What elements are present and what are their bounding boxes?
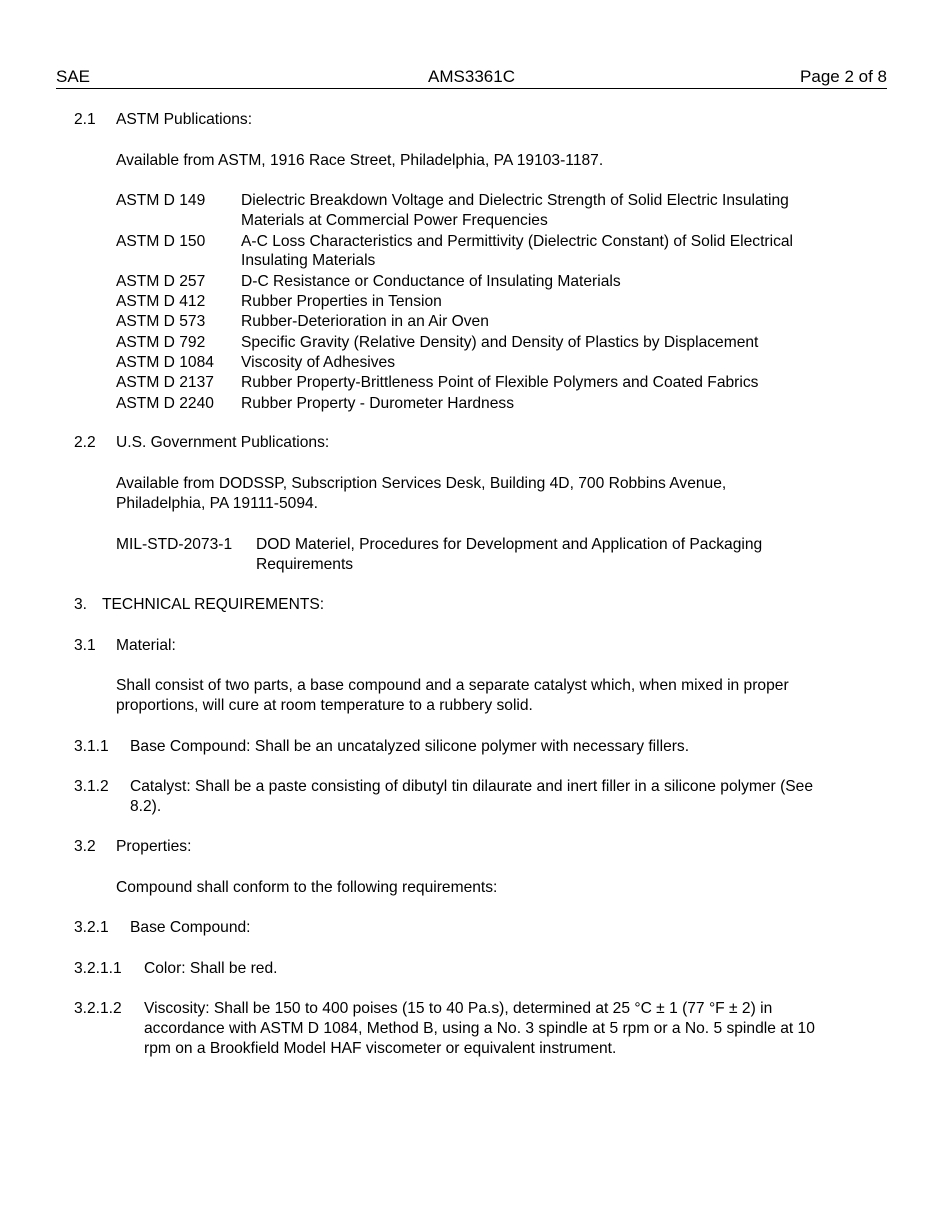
section-number: 2.2 [74, 434, 96, 451]
section-number: 3.1.2 [74, 778, 109, 795]
ref-code: ASTM D 412 [116, 293, 206, 310]
ref-code: ASTM D 149 [116, 192, 206, 209]
section-title: TECHNICAL REQUIREMENTS: [102, 596, 325, 613]
paragraph-line: proportions, will cure at room temperature to a rubbery solid. [116, 697, 533, 714]
section-number: 3.2.1.1 [74, 960, 122, 977]
paragraph-line: rpm on a Brookfield Model HAF viscometer or equivalent instrument. [144, 1040, 617, 1057]
paragraph-line: Catalyst: Shall be a paste consisting of dibutyl tin dilaurate and inert filler in a silicone polymer (See [130, 778, 814, 795]
ref-title-line: D-C Resistance or Conductance of Insulating Materials [241, 273, 621, 290]
ref-title-line: Materials at Commercial Power Frequencies [241, 212, 548, 229]
ref-title-line: Rubber Property - Durometer Hardness [241, 395, 514, 412]
paragraph-line: 8.2). [130, 798, 162, 815]
section-number: 3.1.1 [74, 738, 109, 755]
page-header [56, 66, 887, 89]
ref-title-line: Insulating Materials [241, 252, 376, 269]
section-number: 3.2.1.2 [74, 1000, 122, 1017]
paragraph-line: Shall consist of two parts, a base compound and a separate catalyst which, when mixed in proper [116, 677, 789, 694]
paragraph-line: accordance with ASTM D 1084, Method B, using a No. 3 spindle at 5 rpm or a No. 5 spindle at 10 [144, 1020, 815, 1037]
section-title: Material: [116, 637, 176, 654]
ref-title-line: Specific Gravity (Relative Density) and Density of Plastics by Displacement [241, 334, 759, 351]
ref-title-line: Rubber Properties in Tension [241, 293, 442, 310]
header-doc-number: AMS3361C [428, 67, 515, 86]
section-number: 3.1 [74, 637, 96, 654]
ref-code: ASTM D 2137 [116, 374, 214, 391]
ref-code: ASTM D 150 [116, 233, 206, 250]
ref-title-line: Rubber-Deterioration in an Air Oven [241, 313, 489, 330]
ref-title-line: A-C Loss Characteristics and Permittivity (Dielectric Constant) of Solid Electrical [241, 233, 794, 250]
section-title: Properties: [116, 838, 192, 855]
ref-title-line: Viscosity of Adhesives [241, 354, 395, 371]
section-title: ASTM Publications: [116, 111, 253, 128]
ref-title-line: Requirements [256, 556, 354, 573]
section-number: 3. [74, 596, 88, 613]
ref-title-line: DOD Materiel, Procedures for Development and Application of Packaging [256, 536, 763, 553]
ref-code: ASTM D 257 [116, 273, 206, 290]
header-org: SAE [56, 67, 91, 86]
ref-code: MIL-STD-2073-1 [116, 536, 233, 553]
ref-code: ASTM D 1084 [116, 354, 214, 371]
ref-code: ASTM D 2240 [116, 395, 214, 412]
header-page-number: Page 2 of 8 [800, 67, 887, 86]
paragraph-line: Color: Shall be red. [144, 960, 278, 977]
availability-note-line: Philadelphia, PA 19111-5094. [116, 495, 319, 512]
ref-code: ASTM D 573 [116, 313, 206, 330]
section-title: U.S. Government Publications: [116, 434, 330, 451]
section-title: Base Compound: [130, 919, 251, 936]
availability-note: Available from ASTM, 1916 Race Street, Philadelphia, PA 19103-1187. [116, 152, 604, 169]
paragraph-line: Viscosity: Shall be 150 to 400 poises (15 to 40 Pa.s), determined at 25 °C ± 1 (77 °F ± 2) in [144, 1000, 773, 1017]
ref-title-line: Rubber Property-Brittleness Point of Flexible Polymers and Coated Fabrics [241, 374, 759, 391]
availability-note-line: Available from DODSSP, Subscription Services Desk, Building 4D, 700 Robbins Avenue, [116, 475, 727, 492]
section-number: 3.2 [74, 838, 96, 855]
ref-code: ASTM D 792 [116, 334, 206, 351]
paragraph-line: Compound shall conform to the following requirements: [116, 879, 498, 896]
section-number: 3.2.1 [74, 919, 109, 936]
ref-title-line: Dielectric Breakdown Voltage and Dielectric Strength of Solid Electric Insulating [241, 192, 789, 209]
section-number: 2.1 [74, 111, 96, 128]
paragraph-line: Base Compound: Shall be an uncatalyzed silicone polymer with necessary fillers. [130, 738, 690, 755]
